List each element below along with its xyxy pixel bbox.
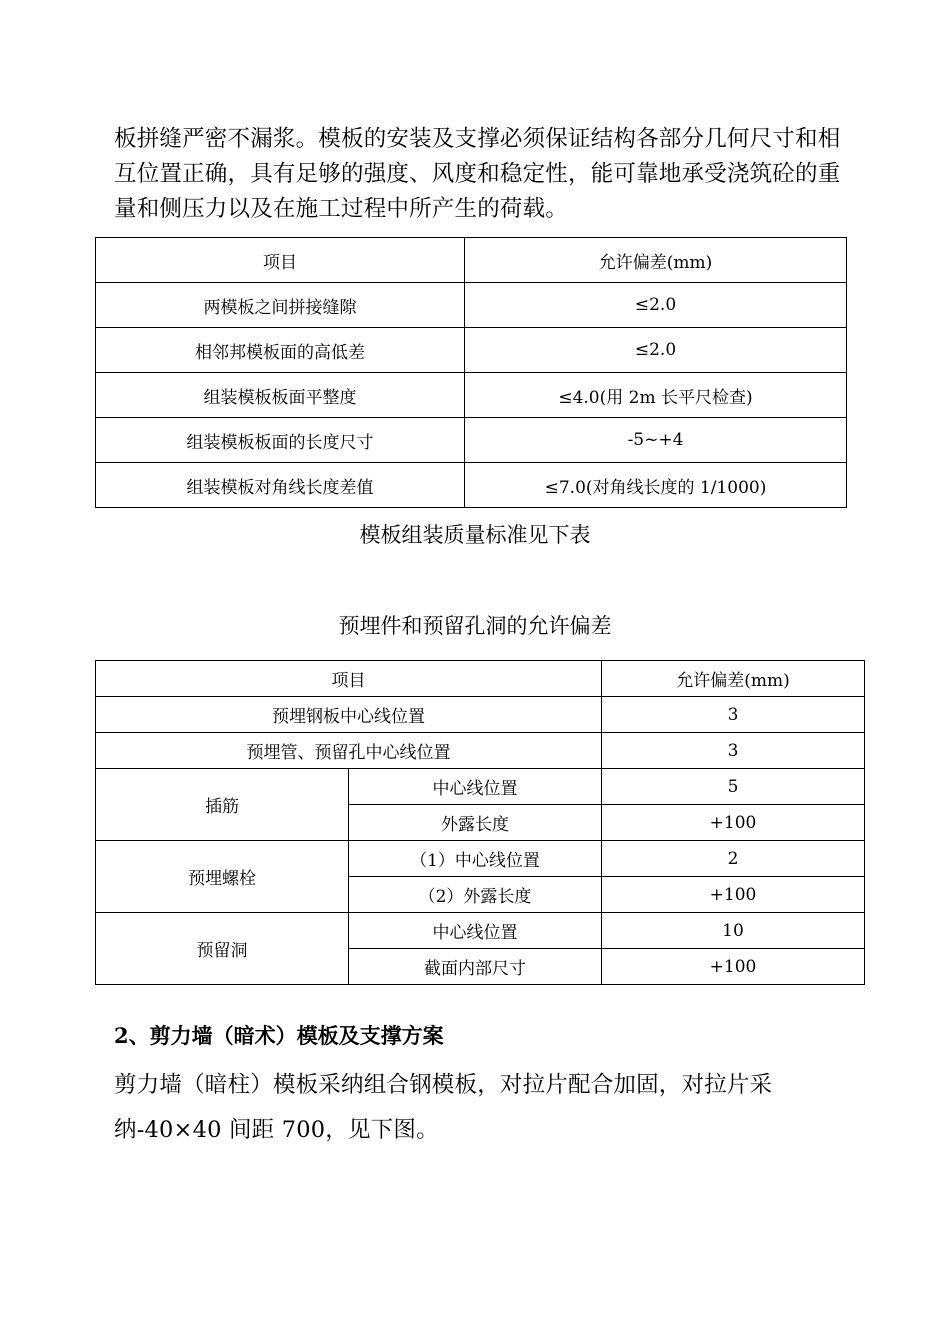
row-item: 两模板之间拼接缝隙 xyxy=(96,283,465,328)
sub-item: 截面内部尺寸 xyxy=(349,949,602,985)
group-name: 插筋 xyxy=(96,769,349,841)
table-row xyxy=(96,697,865,733)
table-row xyxy=(96,373,847,418)
sub-item: 外露长度 xyxy=(349,805,602,841)
table-header-row xyxy=(96,661,865,697)
row-value: 3 xyxy=(602,733,865,769)
row-item: 组装模板板面平整度 xyxy=(96,373,465,418)
row-value: 10 xyxy=(602,913,865,949)
row-item: 组装模板板面的长度尺寸 xyxy=(96,418,465,463)
table-row xyxy=(96,733,865,769)
sub-item: （1）中心线位置 xyxy=(349,841,602,877)
sub-item: （2）外露长度 xyxy=(349,877,602,913)
row-value: +100 xyxy=(602,949,865,985)
row-value: ≤4.0(用 2m 长平尺检查) xyxy=(465,373,847,418)
sub-item: 中心线位置 xyxy=(349,913,602,949)
section-heading: 2、剪力墙（暗术）模板及支撑方案 xyxy=(114,1023,444,1048)
formwork-tolerance-table xyxy=(95,237,847,508)
table1-caption: 模板组装质量标准见下表 xyxy=(359,523,591,547)
table-row xyxy=(96,418,847,463)
row-value: ≤7.0(对角线长度的 1/1000) xyxy=(465,463,847,508)
table-row xyxy=(96,913,865,949)
group-name: 预留洞 xyxy=(96,913,349,985)
sub-item: 中心线位置 xyxy=(349,769,602,805)
header-tolerance: 允许偏差(mm) xyxy=(602,661,865,697)
row-item: 相邻邦模板面的高低差 xyxy=(96,328,465,373)
table-header-row xyxy=(96,238,847,283)
intro-paragraph: 板拼缝严密不漏浆。模板的安装及支撑必须保证结构各部分几何尺寸和相互位置正确，具有足够的强度、风度和稳定性，能可靠地承受浇筑砼的重量和侧压力以及在施工过程中所产生的荷载。 xyxy=(114,126,841,222)
table-row xyxy=(96,841,865,877)
embedded-parts-tolerance-table xyxy=(95,660,865,985)
row-value: +100 xyxy=(602,877,865,913)
row-value: ≤2.0 xyxy=(465,283,847,328)
row-value: 5 xyxy=(602,769,865,805)
section-paragraph: 剪力墙（暗柱）模板采纳组合钢模板，对拉片配合加固，对拉片采纳-40×40 间距 700，见下图。 xyxy=(114,1072,773,1143)
group-name: 预埋螺栓 xyxy=(96,841,349,913)
table-row xyxy=(96,328,847,373)
row-value: +100 xyxy=(602,805,865,841)
header-tolerance: 允许偏差(mm) xyxy=(465,238,847,283)
row-value: ≤2.0 xyxy=(465,328,847,373)
header-item: 项目 xyxy=(96,238,465,283)
row-value: 2 xyxy=(602,841,865,877)
row-item: 预埋钢板中心线位置 xyxy=(96,697,602,733)
row-item: 预埋管、预留孔中心线位置 xyxy=(96,733,602,769)
table-row xyxy=(96,283,847,328)
row-value: -5~+4 xyxy=(465,418,847,463)
row-item: 组装模板对角线长度差值 xyxy=(96,463,465,508)
table2-title: 预埋件和预留孔洞的允许偏差 xyxy=(338,614,612,638)
table-row xyxy=(96,769,865,805)
header-item: 项目 xyxy=(96,661,602,697)
row-value: 3 xyxy=(602,697,865,733)
table-row xyxy=(96,463,847,508)
